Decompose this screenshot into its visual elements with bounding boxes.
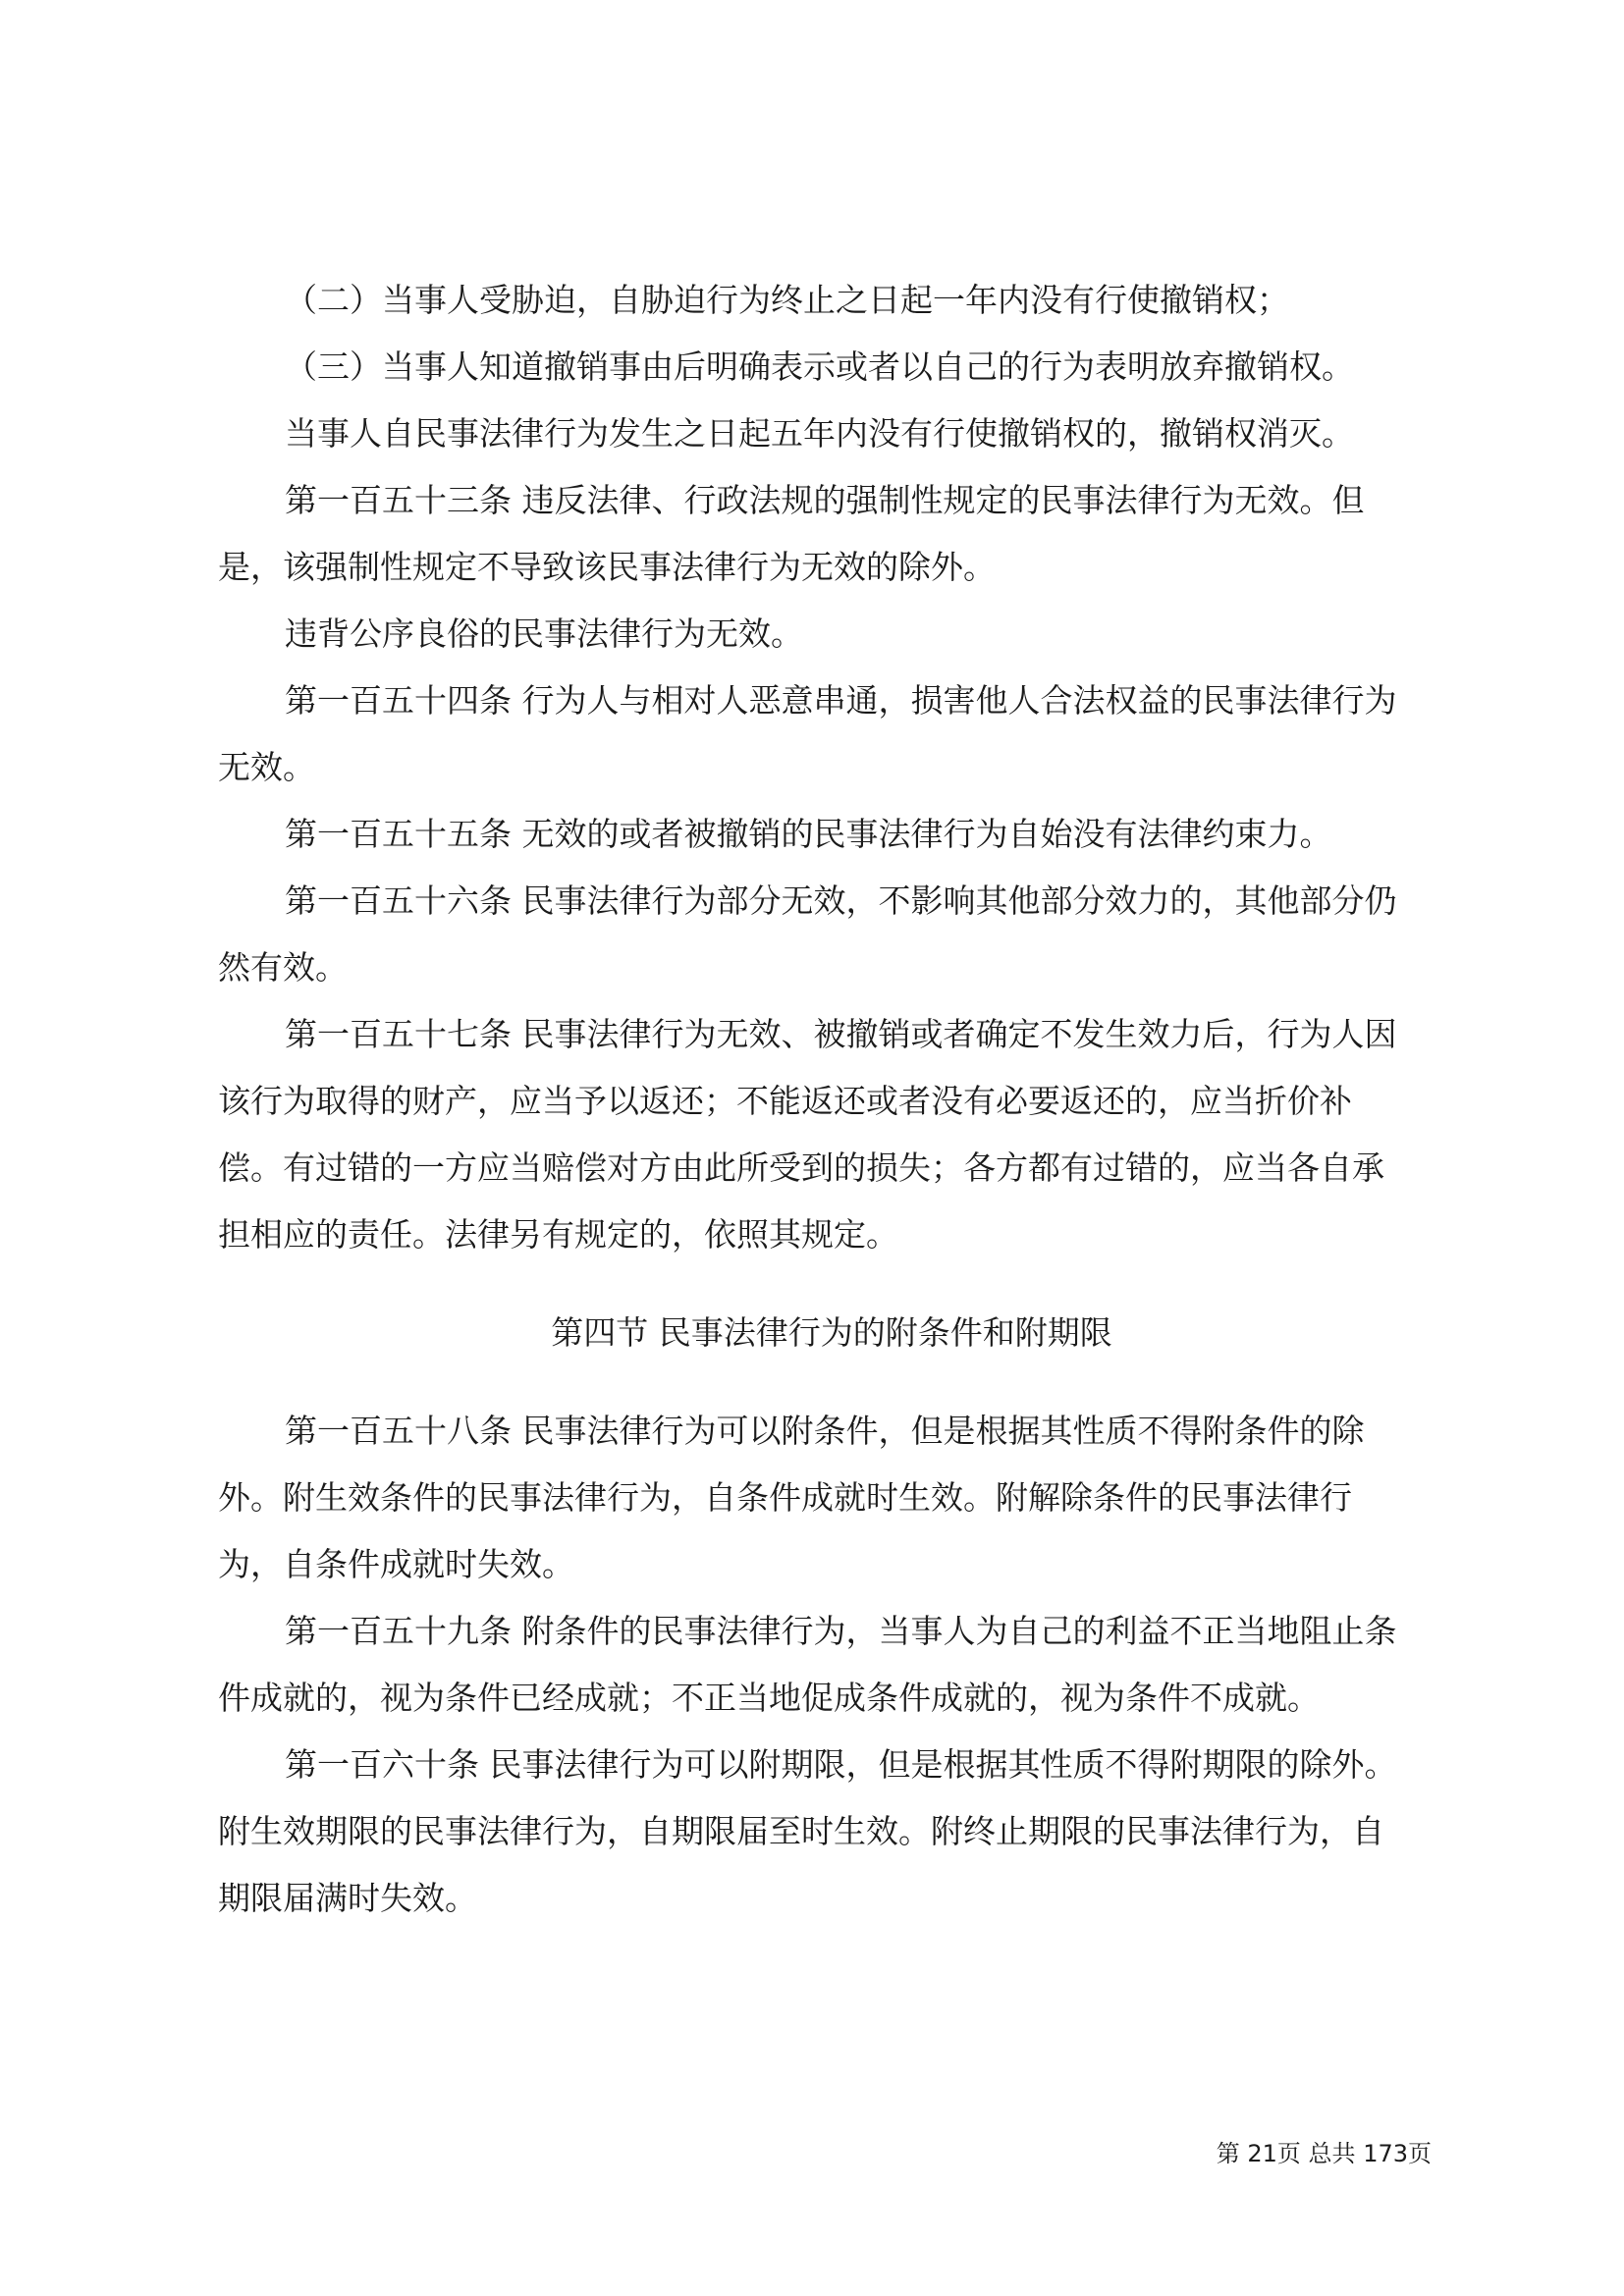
text-line: 第一百五十五条 无效的或者被撤销的民事法律行为自始没有法律约束力。 [285,815,1332,853]
text-line: 第一百五十三条 违反法律、行政法规的强制性规定的民事法律行为无效。但 [285,481,1365,519]
text-line: 件成就的，视为条件已经成就；不正当地促成条件成就的，视为条件不成就。 [218,1679,1320,1717]
text-line: 当事人自民事法律行为发生之日起五年内没有行使撤销权的，撤销权消灭。 [285,414,1354,453]
document-body [218,267,1426,1932]
text-line: 第一百五十九条 附条件的民事法律行为，当事人为自己的利益不正当地阻止条 [285,1612,1397,1650]
text-line: 违背公序良俗的民事法律行为无效。 [285,614,803,653]
text-line: 为，自条件成就时失效。 [218,1545,574,1583]
section-heading: 第四节 民事法律行为的附条件和附期限 [551,1313,1112,1352]
text-line: 附生效期限的民事法律行为，自期限届至时生效。附终止期限的民事法律行为，自 [218,1812,1384,1850]
text-line: 该行为取得的财产，应当予以返还；不能返还或者没有必要返还的，应当折价补 [218,1082,1352,1120]
text-line: （二）当事人受胁迫，自胁迫行为终止之日起一年内没有行使撤销权； [285,281,1289,319]
text-line: 是，该强制性规定不导致该民事法律行为无效的除外。 [218,548,996,586]
text-line: 第一百五十六条 民事法律行为部分无效，不影响其他部分效力的，其他部分仍 [285,881,1397,920]
text-line: 第一百五十四条 行为人与相对人恶意串通，损害他人合法权益的民事法律行为 [285,681,1397,720]
text-line: 然有效。 [218,948,348,987]
text-line: 第一百五十七条 民事法律行为无效、被撤销或者确定不发生效力后，行为人因 [285,1015,1397,1053]
text-line: 偿。有过错的一方应当赔偿对方由此所受到的损失；各方都有过错的，应当各自承 [218,1148,1384,1187]
page-number: 第 21页 总共 173页 [1216,2140,1432,2167]
text-line: 期限届满时失效。 [218,1879,477,1917]
text-line: 无效。 [218,748,315,786]
text-line: （三）当事人知道撤销事由后明确表示或者以自己的行为表明放弃撤销权。 [285,347,1354,386]
text-line: 担相应的责任。法律另有规定的，依照其规定。 [218,1215,898,1254]
text-line: 外。附生效条件的民事法律行为，自条件成就时生效。附解除条件的民事法律行 [218,1478,1352,1517]
text-line: 第一百五十八条 民事法律行为可以附条件，但是根据其性质不得附条件的除 [285,1412,1365,1450]
text-line: 第一百六十条 民事法律行为可以附期限，但是根据其性质不得附期限的除外。 [285,1745,1397,1784]
